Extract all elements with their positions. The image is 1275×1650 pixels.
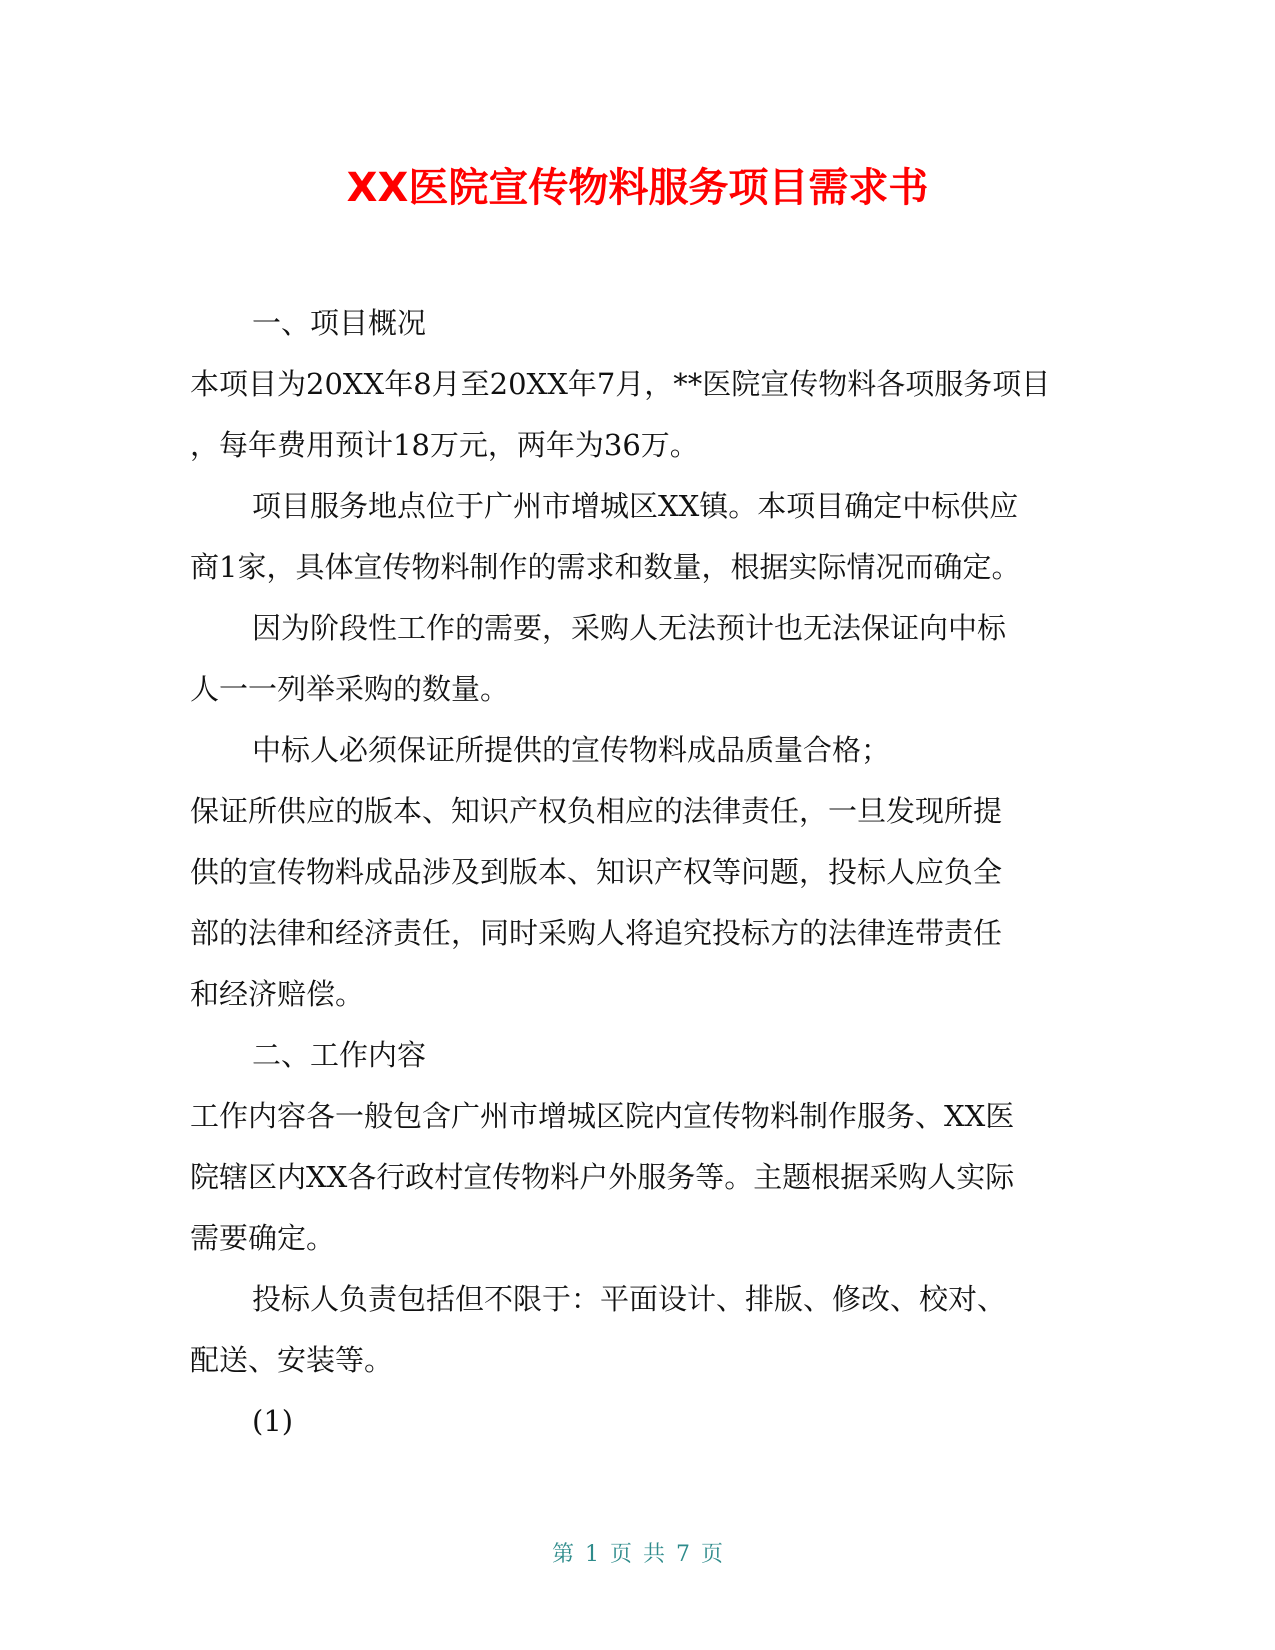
list-item-number: (1): [252, 1404, 294, 1438]
page-indicator: 第 1 页 共 7 页: [552, 1542, 723, 1567]
paragraph-line: 人一一列举采购的数量。: [190, 672, 510, 706]
document-body: [190, 293, 1075, 1452]
paragraph-line: 和经济赔偿。: [190, 977, 365, 1011]
paragraph-line: 院辖区内XX各行政村宣传物料户外服务等。主题根据采购人实际: [190, 1160, 1015, 1194]
paragraph-line: 工作内容各一般包含广州市增城区院内宣传物料制作服务、XX医: [190, 1099, 1015, 1133]
paragraph-line: 部的法律和经济责任，同时采购人将追究投标方的法律连带责任: [190, 916, 1003, 950]
section-heading-work-content: 二、工作内容: [252, 1038, 427, 1072]
paragraph-line: 商1家，具体宣传物料制作的需求和数量，根据实际情况而确定。: [190, 550, 1021, 584]
paragraph-line: 投标人负责包括但不限于：平面设计、排版、修改、校对、: [252, 1282, 1007, 1316]
document-title: XX医院宣传物料服务项目需求书: [346, 165, 929, 211]
paragraph-line: 保证所供应的版本、知识产权负相应的法律责任，一旦发现所提: [190, 794, 1003, 828]
paragraph-line: 本项目为20XX年8月至20XX年7月，**医院宣传物料各项服务项目: [190, 367, 1051, 401]
paragraph-line: ，每年费用预计18万元，两年为36万。: [190, 428, 699, 462]
paragraph-line: 因为阶段性工作的需要，采购人无法预计也无法保证向中标: [252, 611, 1007, 645]
paragraph-line: 需要确定。: [190, 1221, 336, 1255]
paragraph-line: 中标人必须保证所提供的宣传物料成品质量合格；: [252, 733, 891, 767]
paragraph-line: 供的宣传物料成品涉及到版本、知识产权等问题，投标人应负全: [190, 855, 1003, 889]
section-heading-overview: 一、项目概况: [252, 306, 427, 340]
paragraph-line: 配送、安装等。: [190, 1343, 394, 1377]
paragraph-line: 项目服务地点位于广州市增城区XX镇。本项目确定中标供应: [252, 489, 1019, 523]
